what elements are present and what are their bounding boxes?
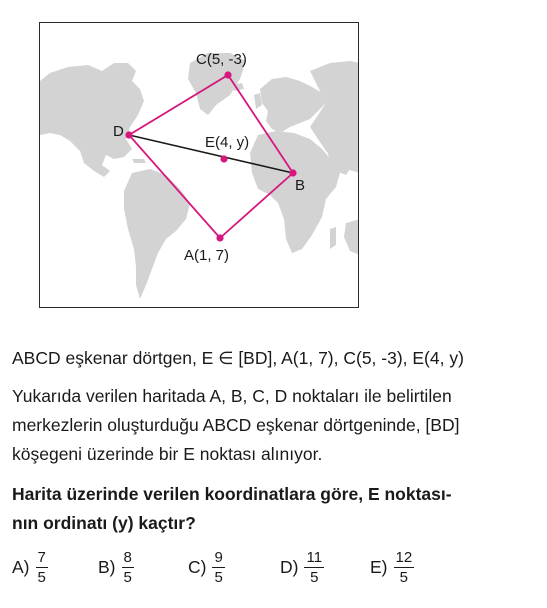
fraction-denominator: 5 bbox=[310, 568, 319, 586]
label-d: D bbox=[113, 123, 124, 140]
uk-shape bbox=[254, 93, 262, 109]
option-fraction bbox=[394, 549, 415, 586]
madagascar-shape bbox=[330, 227, 336, 249]
option-fraction bbox=[304, 549, 324, 586]
description-line-1: Yukarıda verilen haritada A, B, C, D noktaları ile belirtilen bbox=[12, 386, 452, 406]
question-line-2: nın ordinatı (y) kaçtır? bbox=[12, 513, 196, 533]
north-america-shape bbox=[40, 63, 144, 177]
option-letter: B) bbox=[98, 556, 116, 577]
option-e[interactable] bbox=[370, 542, 414, 592]
option-letter: E) bbox=[370, 556, 388, 577]
option-a[interactable] bbox=[12, 542, 48, 592]
option-c[interactable] bbox=[188, 542, 225, 592]
caribbean-shape bbox=[132, 159, 146, 163]
question-line-1: Harita üzerinde verilen koordinatlara göre, E noktası- bbox=[12, 484, 452, 504]
fraction-numerator: 9 bbox=[214, 548, 223, 566]
label-e: E(4, y) bbox=[205, 134, 250, 151]
point-a bbox=[216, 234, 223, 241]
description-line-3: köşegeni üzerinde bir E noktası alınıyor. bbox=[12, 444, 323, 464]
fraction-denominator: 5 bbox=[37, 568, 46, 586]
label-a: A(1, 7) bbox=[184, 247, 230, 264]
option-d[interactable] bbox=[280, 542, 324, 592]
fraction-numerator: 11 bbox=[306, 548, 323, 566]
fraction-denominator: 5 bbox=[123, 568, 132, 586]
fraction-denominator: 5 bbox=[214, 568, 223, 586]
given-line: ABCD eşkenar dörtgen, E ∈ [BD], A(1, 7), C(5, -3), E(4, y) bbox=[12, 348, 464, 368]
option-fraction bbox=[36, 549, 48, 586]
description-line-2: merkezlerin oluşturduğu ABCD eşkenar dörtgeninde, [BD] bbox=[12, 415, 460, 435]
option-letter: A) bbox=[12, 556, 30, 577]
option-letter: D) bbox=[280, 556, 299, 577]
point-b bbox=[289, 169, 296, 176]
option-letter: C) bbox=[188, 556, 207, 577]
point-c bbox=[224, 71, 231, 78]
option-b[interactable] bbox=[98, 542, 134, 592]
option-fraction bbox=[122, 549, 134, 586]
label-c: C(5, -3) bbox=[196, 51, 247, 68]
map-figure bbox=[39, 22, 359, 308]
fraction-denominator: 5 bbox=[399, 568, 409, 586]
answer-options bbox=[12, 542, 542, 592]
option-fraction bbox=[212, 549, 224, 586]
fraction-numerator: 8 bbox=[123, 548, 132, 566]
point-e bbox=[220, 155, 227, 162]
south-america-shape bbox=[124, 169, 190, 299]
oceania-shape bbox=[344, 219, 359, 255]
fraction-numerator: 12 bbox=[395, 548, 413, 566]
label-b: B bbox=[295, 177, 306, 194]
fraction-numerator: 7 bbox=[37, 548, 46, 566]
point-d bbox=[125, 131, 132, 138]
